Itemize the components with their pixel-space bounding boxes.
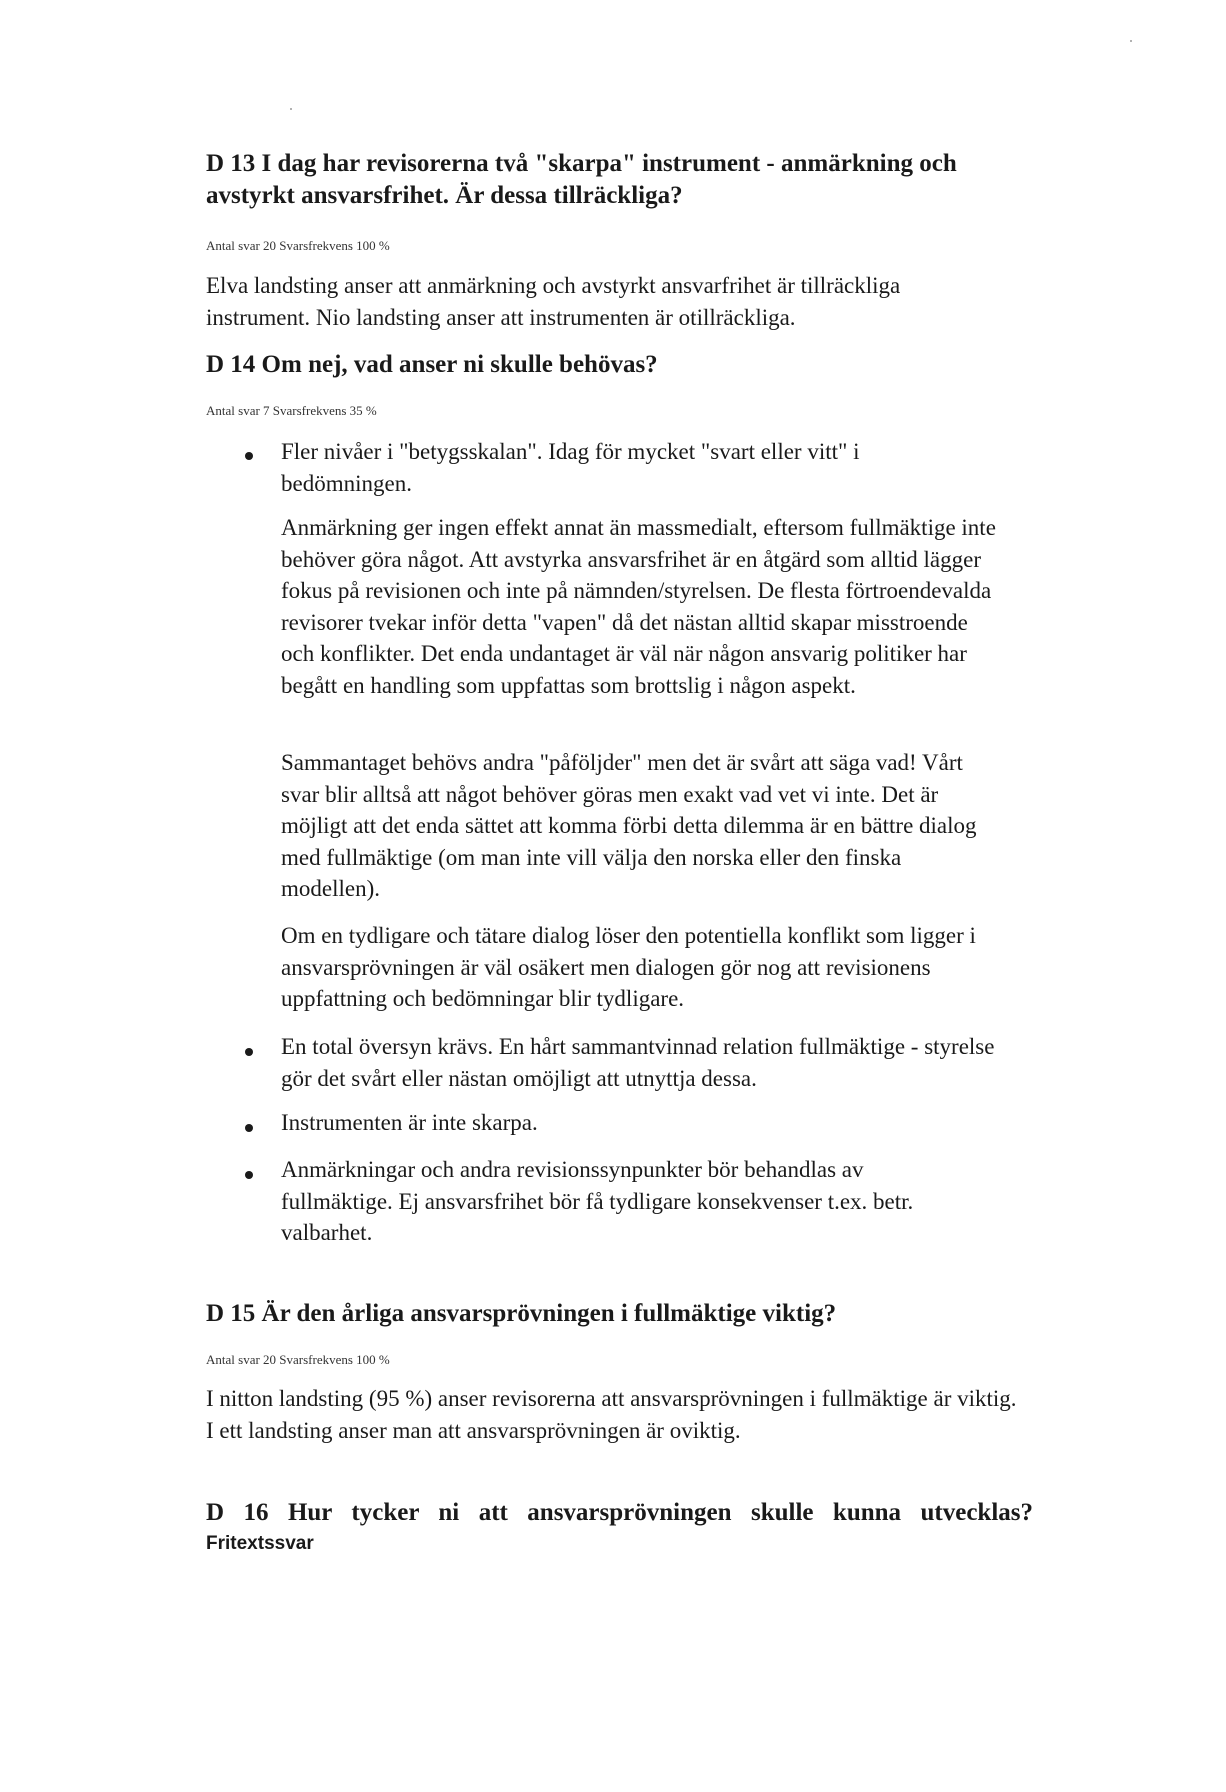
question-d15-heading: D 15 Är den årliga ansvarsprövningen i fullmäktige viktig? bbox=[206, 1300, 837, 1327]
question-d15-meta: Antal svar 20 Svarsfrekvens 100 % bbox=[206, 1352, 390, 1367]
question-d16-heading: D 16 Hur tycker ni att ansvarsprövningen skulle kunna utvecklas? bbox=[206, 1499, 1033, 1526]
scan-speck bbox=[290, 108, 292, 110]
bullet-1-text: Fler nivåer i "betygsskalan". Idag för mycket "svart eller vitt" i bedömningen. bbox=[281, 439, 860, 496]
question-d15-answer: I nitton landsting (95 %) anser revisorerna att ansvarsprövningen i fullmäktige är viktig. I ett landsting anser man att ansvarsprövningen är oviktig. bbox=[206, 1386, 1017, 1443]
bullet-dot bbox=[245, 1124, 253, 1132]
bullet-4-text: Anmärkningar och andra revisionssynpunkter bör behandlas av fullmäktige. Ej ansvarsfrihet bör få tydligare konsekvenser t.ex. betr. valbarhet. bbox=[281, 1157, 914, 1245]
question-d13-meta: Antal svar 20 Svarsfrekvens 100 % bbox=[206, 238, 390, 253]
question-d13-heading: D 13 I dag har revisorerna två "skarpa" instrument - anmärkning och avstyrkt ansvarsfrihet. Är dessa tillräckliga? bbox=[206, 150, 957, 209]
bullet-2-text: En total översyn krävs. En hårt sammantvinnad relation fullmäktige - styrelse gör det svårt eller nästan omöjligt att utnyttja dessa. bbox=[281, 1034, 995, 1091]
bullet-dot bbox=[245, 452, 253, 460]
question-d16-tag: Fritextssvar bbox=[206, 1533, 314, 1554]
scan-speck bbox=[1130, 40, 1132, 42]
bullet-3-text: Instrumenten är inte skarpa. bbox=[281, 1110, 538, 1135]
bullet-dot bbox=[245, 1171, 253, 1179]
bullet-1-paragraph-2: Anmärkning ger ingen effekt annat än massmedialt, eftersom fullmäktige inte behöver göra något. Att avstyrka ansvarsfrihet är en åtgärd som alltid lägger fokus på revisionen och inte på nämnden/styrelsen. De flesta förtroendevalda revisorer tvekar inför detta "vapen" då det nästan alltid skapar misstroende och konflikter. Det enda undantaget är väl när någon ansvarig politiker har begått en handling som uppfattas som brottslig i någon aspekt. bbox=[281, 515, 996, 698]
question-d13-answer: Elva landsting anser att anmärkning och avstyrkt ansvarfrihet är tillräckliga instrument. Nio landsting anser att instrumenten är otillräckliga. bbox=[206, 273, 901, 330]
question-d14-heading: D 14 Om nej, vad anser ni skulle behövas? bbox=[206, 351, 658, 378]
bullet-dot bbox=[245, 1048, 253, 1056]
bullet-1-paragraph-3: Sammantaget behövs andra "påföljder" men det är svårt att säga vad! Vårt svar blir alltså att något behöver göras men exakt vad vet vi inte. Det är möjligt att det enda sättet att komma förbi detta dilemma är en bättre dialog med fullmäktige (om man inte vill välja den norska eller den finska modellen). bbox=[281, 750, 977, 901]
bullet-1-paragraph-4: Om en tydligare och tätare dialog löser den potentiella konflikt som ligger i ansvarsprövningen är väl osäkert men dialogen gör nog att revisionens uppfattning och bedömningar blir tydligare. bbox=[281, 923, 976, 1011]
question-d14-meta: Antal svar 7 Svarsfrekvens 35 % bbox=[206, 403, 377, 418]
